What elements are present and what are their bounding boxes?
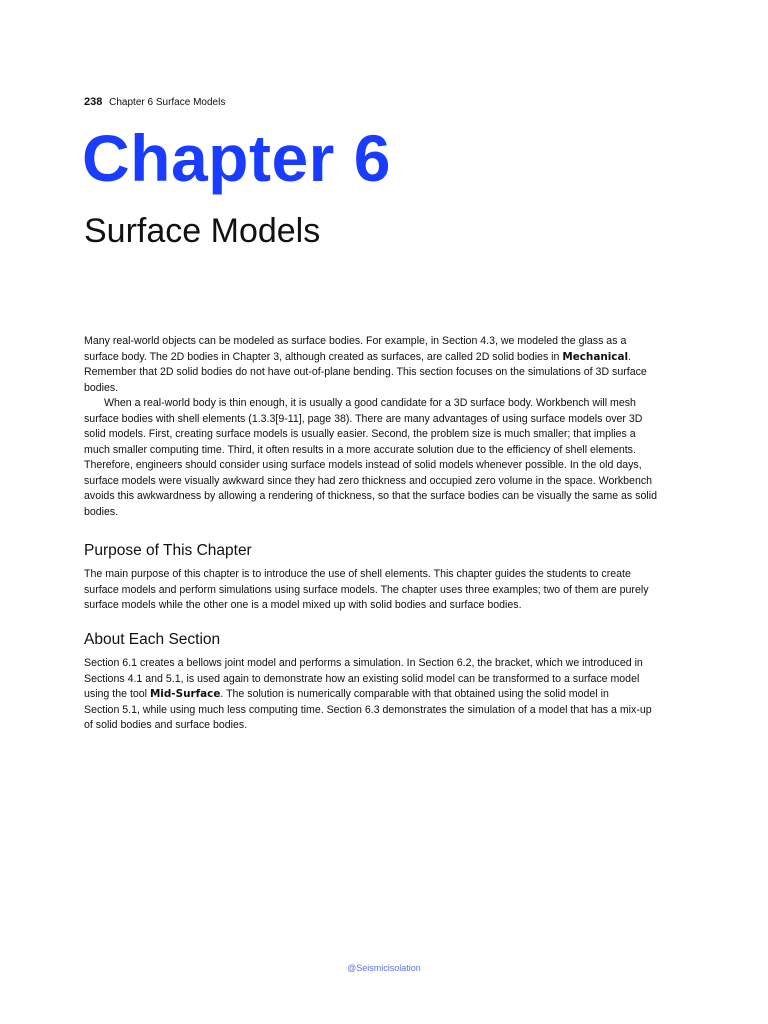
tool-name-mechanical: Mechanical: [562, 350, 629, 363]
text-line: [84, 350, 688, 366]
text-line: surface models and perform simulations using surface models. The chapter uses three examples; two of them are purely: [84, 583, 649, 596]
text-line: Sections 4.1 and 5.1, is used again to demonstrate how an existing solid model can be transformed to a surface model: [84, 672, 640, 685]
purpose-text: [84, 567, 688, 614]
text-line: avoids this awkwardness by allowing a rendering of thickness, so that the surface bodies can be visually the same as solid: [84, 490, 657, 502]
intro-paragraph-1: [84, 334, 688, 396]
text-segment: .: [628, 350, 631, 363]
section-heading-purpose: Purpose of This Chapter: [84, 542, 252, 559]
text-line: The main purpose of this chapter is to introduce the use of shell elements. This chapter guides the students to create: [84, 568, 631, 580]
text-segment: . The solution is numerically comparable with that obtained using the solid model in: [220, 688, 609, 700]
text-line: surface models while the other one is a model mixed up with solid bodies and surface bodies.: [84, 599, 522, 611]
intro-paragraph-2: [84, 396, 688, 520]
text-line: Section 5.1, while using much less computing time. Section 6.3 demonstrates the simulation of a model that has a mix-up: [84, 703, 652, 716]
text-line: [84, 687, 688, 703]
purpose-paragraph: [84, 567, 688, 614]
text-line: Therefore, engineers should consider using surface models instead of solid models whenever possible. In the old days,: [84, 459, 642, 471]
page-number: 238: [84, 96, 103, 108]
text-line: surface bodies with shell elements (1.3.3[9-11], page 38). There are many advantages of using surface models over 3D: [84, 412, 643, 425]
text-segment: using the tool: [84, 688, 150, 700]
chapter-subtitle: Surface Models: [84, 212, 321, 250]
text-line: solid models. First, creating surface models is usually easier. Second, the problem size is much smaller; that implies a: [84, 428, 636, 440]
about-text: [84, 656, 688, 734]
text-segment: surface body. The 2D bodies in Chapter 3, although created as surfaces, are called 2D solid bodies in: [84, 350, 563, 363]
running-header: [84, 96, 225, 108]
text-line: surface models were visually awkward since they had zero thickness and occupied zero volume in the space. Workbench: [84, 474, 653, 487]
text-line: Remember that 2D solid bodies do not have out-of-plane bending. This section focuses on the simulations of 3D surface: [84, 366, 647, 378]
intro-text: [84, 334, 688, 520]
tool-name-mid-surface: Mid-Surface: [149, 688, 221, 700]
text-line: Section 6.1 creates a bellows joint model and performs a simulation. In Section 6.2, the bracket, which we introduced in: [84, 657, 643, 669]
running-title: Chapter 6 Surface Models: [109, 97, 226, 108]
chapter-title: Chapter 6: [82, 121, 391, 195]
text-line: bodies.: [84, 381, 119, 394]
text-line: of solid bodies and surface bodies.: [84, 719, 248, 731]
section-heading-about: About Each Section: [84, 631, 221, 648]
about-paragraph: [84, 656, 688, 734]
watermark-text: @Seismicisolation: [347, 963, 421, 973]
text-line: When a real-world body is thin enough, it is usually a good candidate for a 3D surface body. Workbench will mesh: [104, 397, 636, 409]
text-line: bodies.: [84, 505, 119, 518]
text-line: Many real-world objects can be modeled as surface bodies. For example, in Section 4.3, we modeled the glass as a: [84, 335, 627, 347]
text-line: much smaller computing time. Third, it often results in a more accurate solution due to the efficiency of shell elements.: [84, 443, 636, 456]
